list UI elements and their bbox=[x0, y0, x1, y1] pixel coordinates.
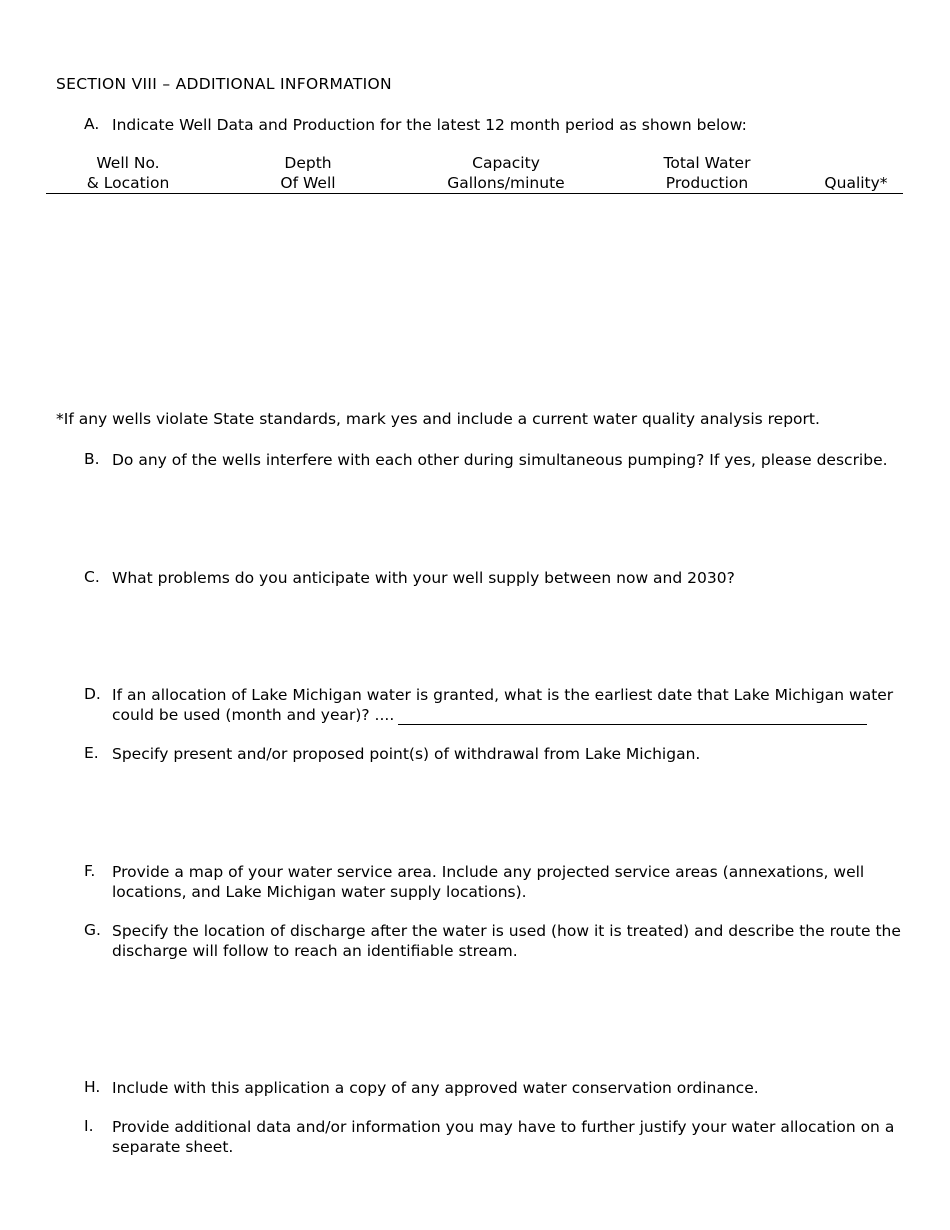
question-g-letter: G. bbox=[84, 921, 101, 939]
question-a-letter: A. bbox=[84, 115, 100, 133]
question-f-text: Provide a map of your water service area. Include any projected service areas (annexations, well locations, and Lake Michigan water supply locations). bbox=[112, 863, 865, 901]
question-e-letter: E. bbox=[84, 744, 99, 762]
section-title: SECTION VIII – ADDITIONAL INFORMATION bbox=[56, 75, 392, 93]
question-h-letter: H. bbox=[84, 1078, 101, 1096]
column-header-capacity: Capacity Gallons/minute bbox=[447, 154, 565, 192]
question-d-letter: D. bbox=[84, 685, 101, 703]
column-header-quality: Quality* bbox=[824, 174, 888, 192]
question-i-letter: I. bbox=[84, 1117, 94, 1135]
question-a-text: Indicate Well Data and Production for the latest 12 month period as shown below: bbox=[112, 116, 747, 134]
quality-footnote: *If any wells violate State standards, mark yes and include a current water quality analysis report. bbox=[56, 410, 820, 428]
table-header-rule bbox=[46, 193, 903, 194]
question-f-letter: F. bbox=[84, 862, 96, 880]
column-header-well-no: Well No. & Location bbox=[86, 154, 170, 192]
question-c-text: What problems do you anticipate with your well supply between now and 2030? bbox=[112, 569, 735, 587]
month-year-answer-line[interactable] bbox=[398, 708, 867, 725]
question-c-letter: C. bbox=[84, 568, 100, 586]
question-d-text: If an allocation of Lake Michigan water is granted, what is the earliest date that Lake Michigan water could be used (month and year)? .... bbox=[112, 686, 894, 724]
column-header-total-water: Total Water Production bbox=[663, 154, 751, 192]
question-i-text: Provide additional data and/or information you may have to further justify your water allocation on a separate sheet. bbox=[112, 1118, 895, 1156]
question-b-letter: B. bbox=[84, 450, 100, 468]
question-h-text: Include with this application a copy of any approved water conservation ordinance. bbox=[112, 1079, 759, 1097]
question-e-text: Specify present and/or proposed point(s) of withdrawal from Lake Michigan. bbox=[112, 745, 701, 763]
question-b-text: Do any of the wells interfere with each other during simultaneous pumping? If yes, please describe. bbox=[112, 451, 888, 469]
column-header-depth: Depth Of Well bbox=[280, 154, 336, 192]
question-g-text: Specify the location of discharge after the water is used (how it is treated) and describe the route the discharge will follow to reach an identifiable stream. bbox=[112, 922, 901, 960]
